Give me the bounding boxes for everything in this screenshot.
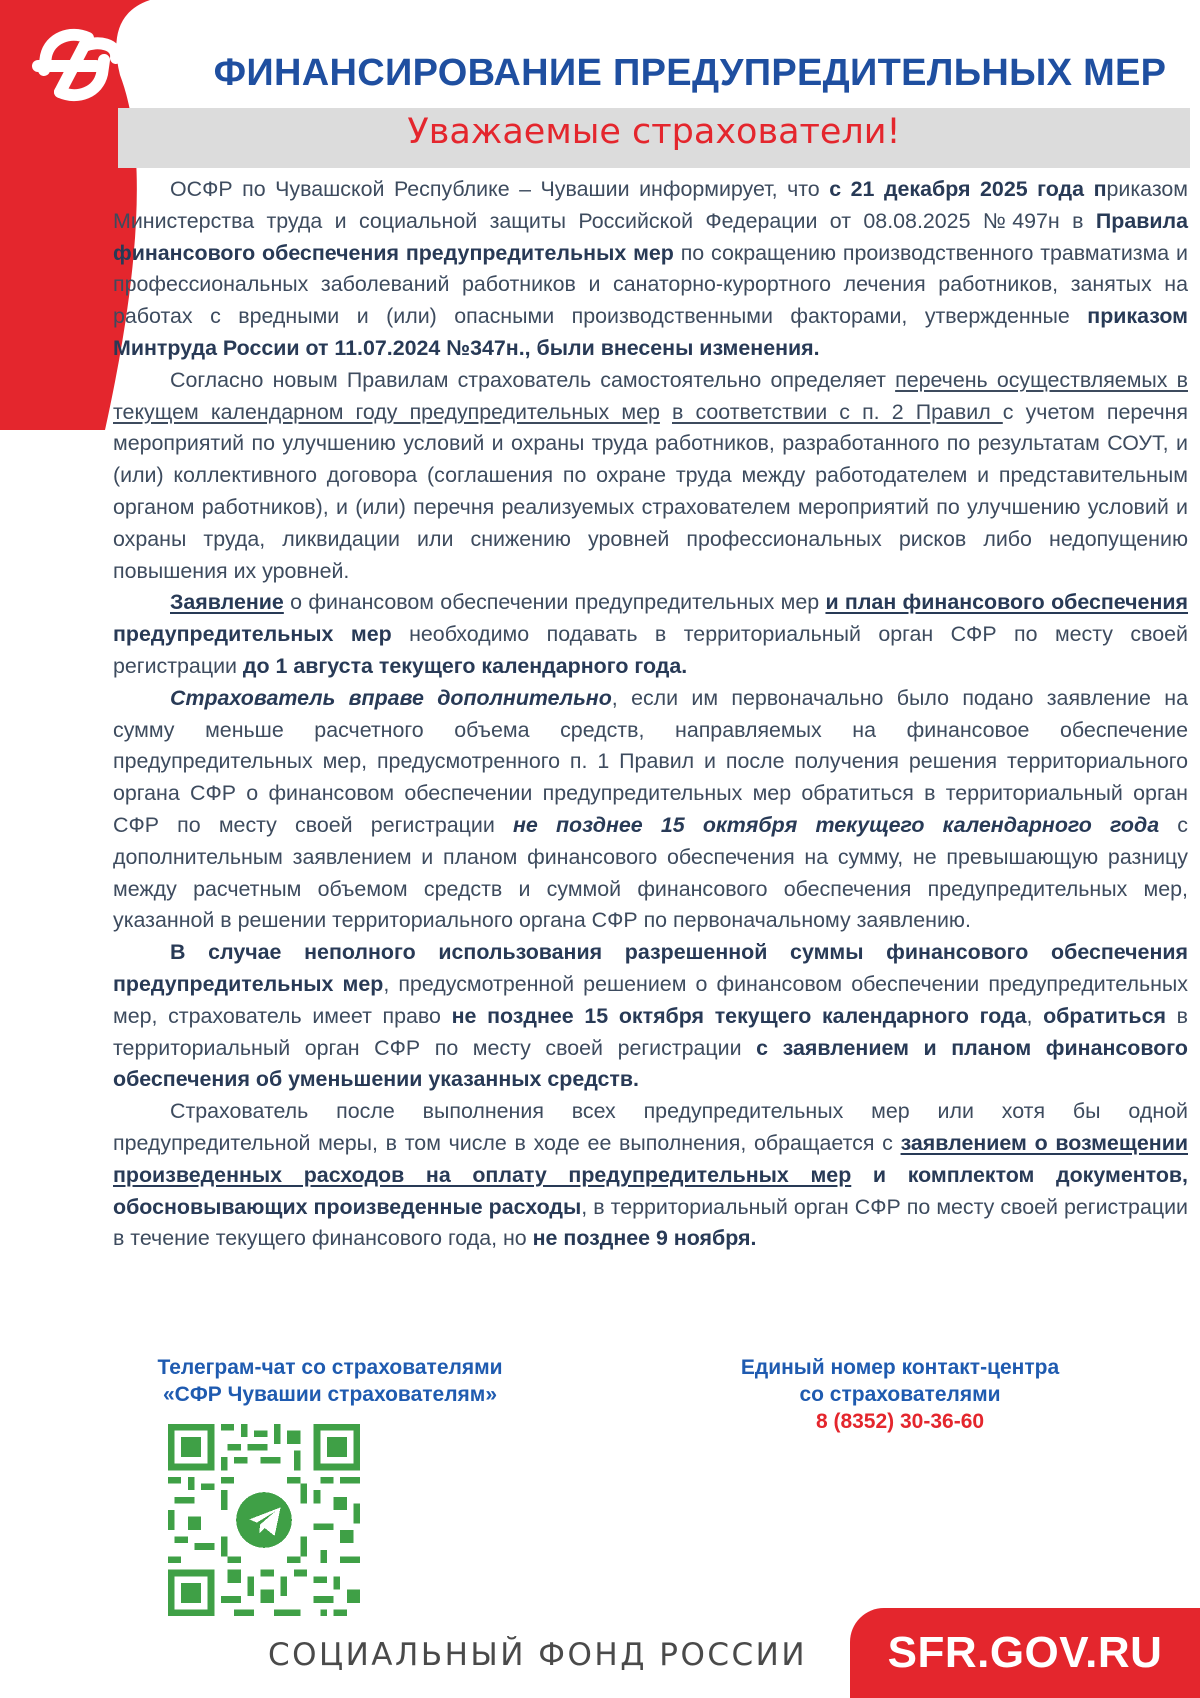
telegram-chat-info xyxy=(100,1354,560,1408)
paragraph-3: Заявление о финансовом обеспечении предупредительных мер и план финансового обеспечения предупредительных мер необходимо подавать в территориальный орган СФР по месту своей регистрации до 1 августа текущего календарного года. xyxy=(113,590,1189,678)
telegram-qr-code[interactable] xyxy=(168,1424,360,1616)
telegram-line-1: Телеграм-чат со страхователями xyxy=(157,1356,503,1379)
page-title: ФИНАНСИРОВАНИЕ ПРЕДУПРЕДИТЕЛЬНЫХ МЕР xyxy=(213,52,1167,94)
contact-phone[interactable]: 8 (8352) 30-36-60 xyxy=(815,1410,985,1433)
paragraph-2: Согласно новым Правилам страхователь самостоятельно определяет перечень осуществляемых в текущем календарном году предупредительных мер в соответствии с п. 2 Правил с учетом перечня мероприятий по улучшению условий и охраны труда работников, разработанного по результатам СОУТ, и (или) коллективного договора (соглашения по охране труда между работодателем и представительным органом работников), и (или) перечня реализуемых страхователем мероприятий по улучшению условий и охраны труда, ликвидации или снижению уровней профессиональных рисков либо недопущению повышения их уровней. xyxy=(113,367,1189,583)
paragraph-4: Страхователь вправе дополнительно, если им первоначально было подано заявление на сумму меньше расчетного объема средств, направляемых на финансовое обеспечение предупредительных мер, предусмотренного п. 1 Правил и после получения решения территориального органа СФР о финансовом обеспечении предупредительных мер обратиться в территориальный орган СФР по месту своей регистрации не позднее 15 октября текущего календарного года с дополнительным заявлением и планом финансового обеспечения на сумму, не превышающую разницу между расчетным объемом средств и суммой финансового обеспечения предупредительных мер, указанной в решении территориального органа СФР по первоначальному заявлению. xyxy=(113,685,1188,933)
paragraph-6: Страхователь после выполнения всех предупредительных мер или хотя бы одной предупредительной меры, в том числе в ходе ее выполнения, обращается с заявлением о возмещении произведенных расходов на оплату предупредительных мер и комплектом документов, обосновывающих произведенные расходы, в территориальный орган СФР по месту своей регистрации в течение текущего финансового года, но не позднее 9 ноября. xyxy=(113,1099,1188,1251)
main-text xyxy=(113,174,1188,1255)
paragraph-1: ОСФР по Чувашской Республике – Чувашии информирует, что с 21 декабря 2025 года приказом Министерства труда и социальной защиты Российской Федерации от 08.08.2025 №497н в Правила финансового обеспечения предупредительных мер по сокращению производственного травматизма и профессиональных заболеваний работников и санаторно-курортного лечения работников, занятых на работах с вредными и (или) опасными производственными факторами, утвержденные приказом Минтруда России от 11.07.2024 №347н., были внесены изменения. xyxy=(113,177,1188,360)
org-name: СОЦИАЛЬНЫЙ ФОНД РОССИИ xyxy=(268,1637,808,1673)
website-link[interactable]: SFR.GOV.RU xyxy=(887,1628,1163,1677)
contact-center-info xyxy=(690,1354,1110,1435)
contact-line-1: Единый номер контакт-центра xyxy=(740,1356,1060,1379)
greeting-text: Уважаемые страхователи! xyxy=(407,112,901,152)
contact-line-2: со страхователями xyxy=(799,1383,1001,1406)
paragraph-5: В случае неполного использования разрешенной суммы финансового обеспечения предупредительных мер, предусмотренной решением о финансовом обеспечении предупредительных мер, страхователь имеет право не позднее 15 октября текущего календарного года, обратиться в территориальный орган СФР по месту своей регистрации с заявлением и планом финансового обеспечения об уменьшении указанных средств. xyxy=(113,940,1188,1092)
telegram-line-2: «СФР Чувашии страхователям» xyxy=(162,1383,498,1406)
